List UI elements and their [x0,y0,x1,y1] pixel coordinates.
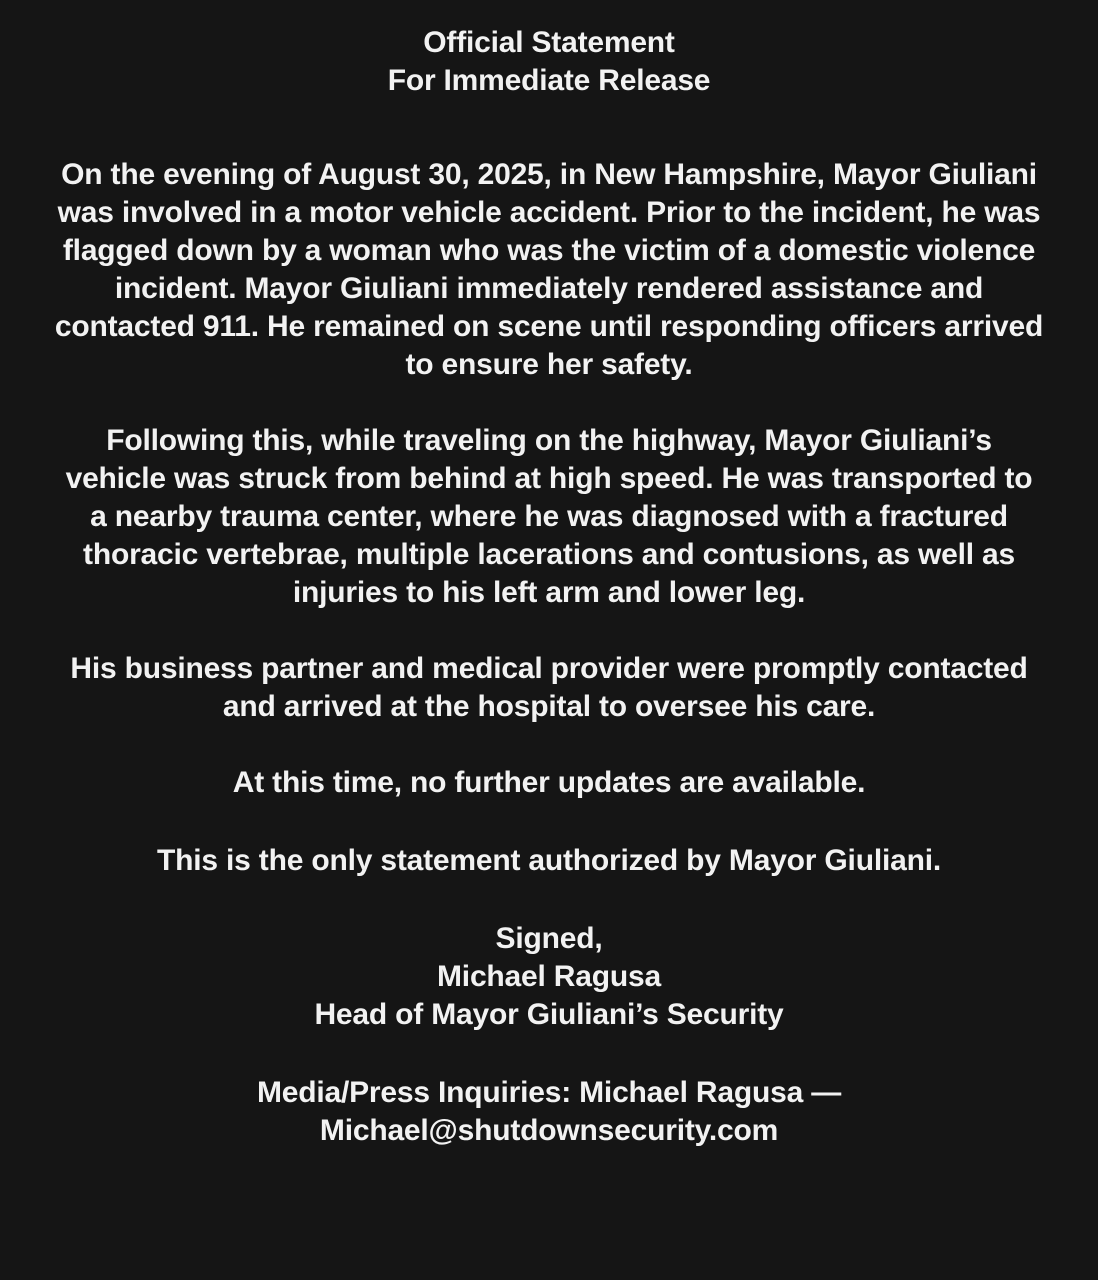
media-contact-email: Michael@shutdownsecurity.com [319,1114,779,1147]
signature-name: Michael Ragusa [437,960,661,993]
signature-title: Head of Mayor Giuliani’s Security [314,998,784,1031]
media-contact-block [46,1074,1052,1150]
paragraph-no-updates: At this time, no further updates are available. [232,766,866,799]
statement-header [46,24,1052,100]
paragraph-hospital-care: His business partner and medical provider were promptly contacted and arrived at the hospital to oversee his care. [70,652,1028,723]
signature-signed-label: Signed, [495,922,603,955]
statement-subtitle: For Immediate Release [387,64,711,97]
signature-block [46,920,1052,1034]
statement-title: Official Statement [423,26,675,59]
paragraph-only-statement: This is the only statement authorized by Mayor Giuliani. [157,844,941,877]
paragraph-incident-assistance: On the evening of August 30, 2025, in New Hampshire, Mayor Giuliani was involved in a motor vehicle accident. Prior to the incident, he was flagged down by a woman who was the victim of a domestic violence incident. Mayor Giuliani immediately rendered assistance and contacted 911. He remained on scene until responding officers arrived to ensure her safety. [54,158,1044,381]
paragraph-crash-injuries: Following this, while traveling on the highway, Mayor Giuliani’s vehicle was struck from behind at high speed. He was transported to a nearby trauma center, where he was diagnosed with a fractured thoracic vertebrae, multiple lacerations and contusions, as well as injuries to his left arm and lower leg. [65,424,1033,609]
media-contact-label: Media/Press Inquiries: Michael Ragusa — [256,1076,842,1109]
